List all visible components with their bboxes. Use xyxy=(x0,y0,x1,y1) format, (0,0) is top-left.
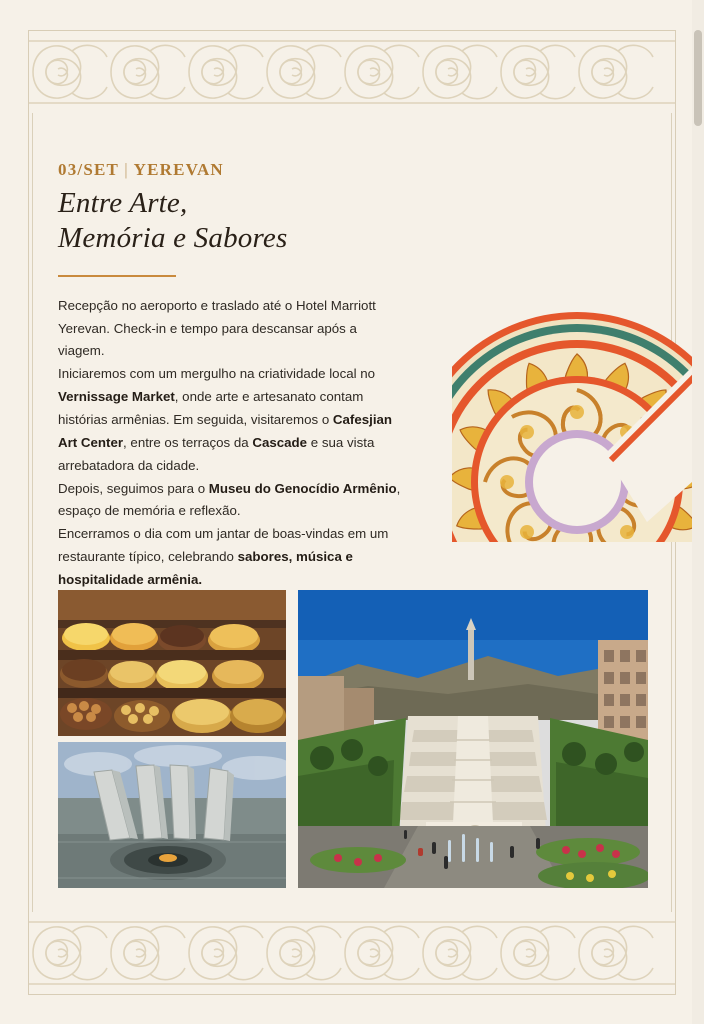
scrollbar-thumb[interactable] xyxy=(694,30,702,126)
title-divider xyxy=(58,275,176,277)
itinerary-description xyxy=(58,295,403,592)
armenian-scroll-border-bottom-icon xyxy=(29,912,675,994)
eyebrow-separator: | xyxy=(124,160,129,179)
armenian-scroll-border-top-icon xyxy=(29,31,675,113)
photo-collage xyxy=(58,590,648,894)
vernissage-market-spices-photo xyxy=(58,590,286,736)
vertical-scrollbar[interactable] xyxy=(692,0,704,1024)
eyebrow-date: 03/SET xyxy=(58,160,119,179)
armenian-genocide-memorial-photo xyxy=(58,742,286,888)
page-title xyxy=(58,186,648,257)
article-content xyxy=(58,160,648,592)
yerevan-cascade-complex-photo xyxy=(298,590,648,888)
eyebrow-city: YEREVAN xyxy=(133,160,224,179)
day-city-eyebrow xyxy=(58,160,648,180)
itinerary-paragraph: Recepção no aeroporto e traslado até o Hotel Marriott Yerevan. Check-in e tempo para descansar após a viagem. Iniciaremos com um mergulho na criatividade local no Vernissage Market, onde arte e artesanato contam histórias armênias. Em seguida, visitaremos o Cafesjian Art Center, entre os terraços da Cascade e sua vista arrebatadora da cidade. Depois, seguimos para o Museu do Genocídio Armênio, espaço de memória e reflexão. Encerramos o dia com um jantar de boas-vindas em um restaurante típico, celebrando sabores, música e hospitalidade armênia. xyxy=(58,297,401,588)
page-title-line-1: Entre Arte, xyxy=(58,187,188,219)
page-title-line-2: Memória e Sabores xyxy=(58,222,288,255)
